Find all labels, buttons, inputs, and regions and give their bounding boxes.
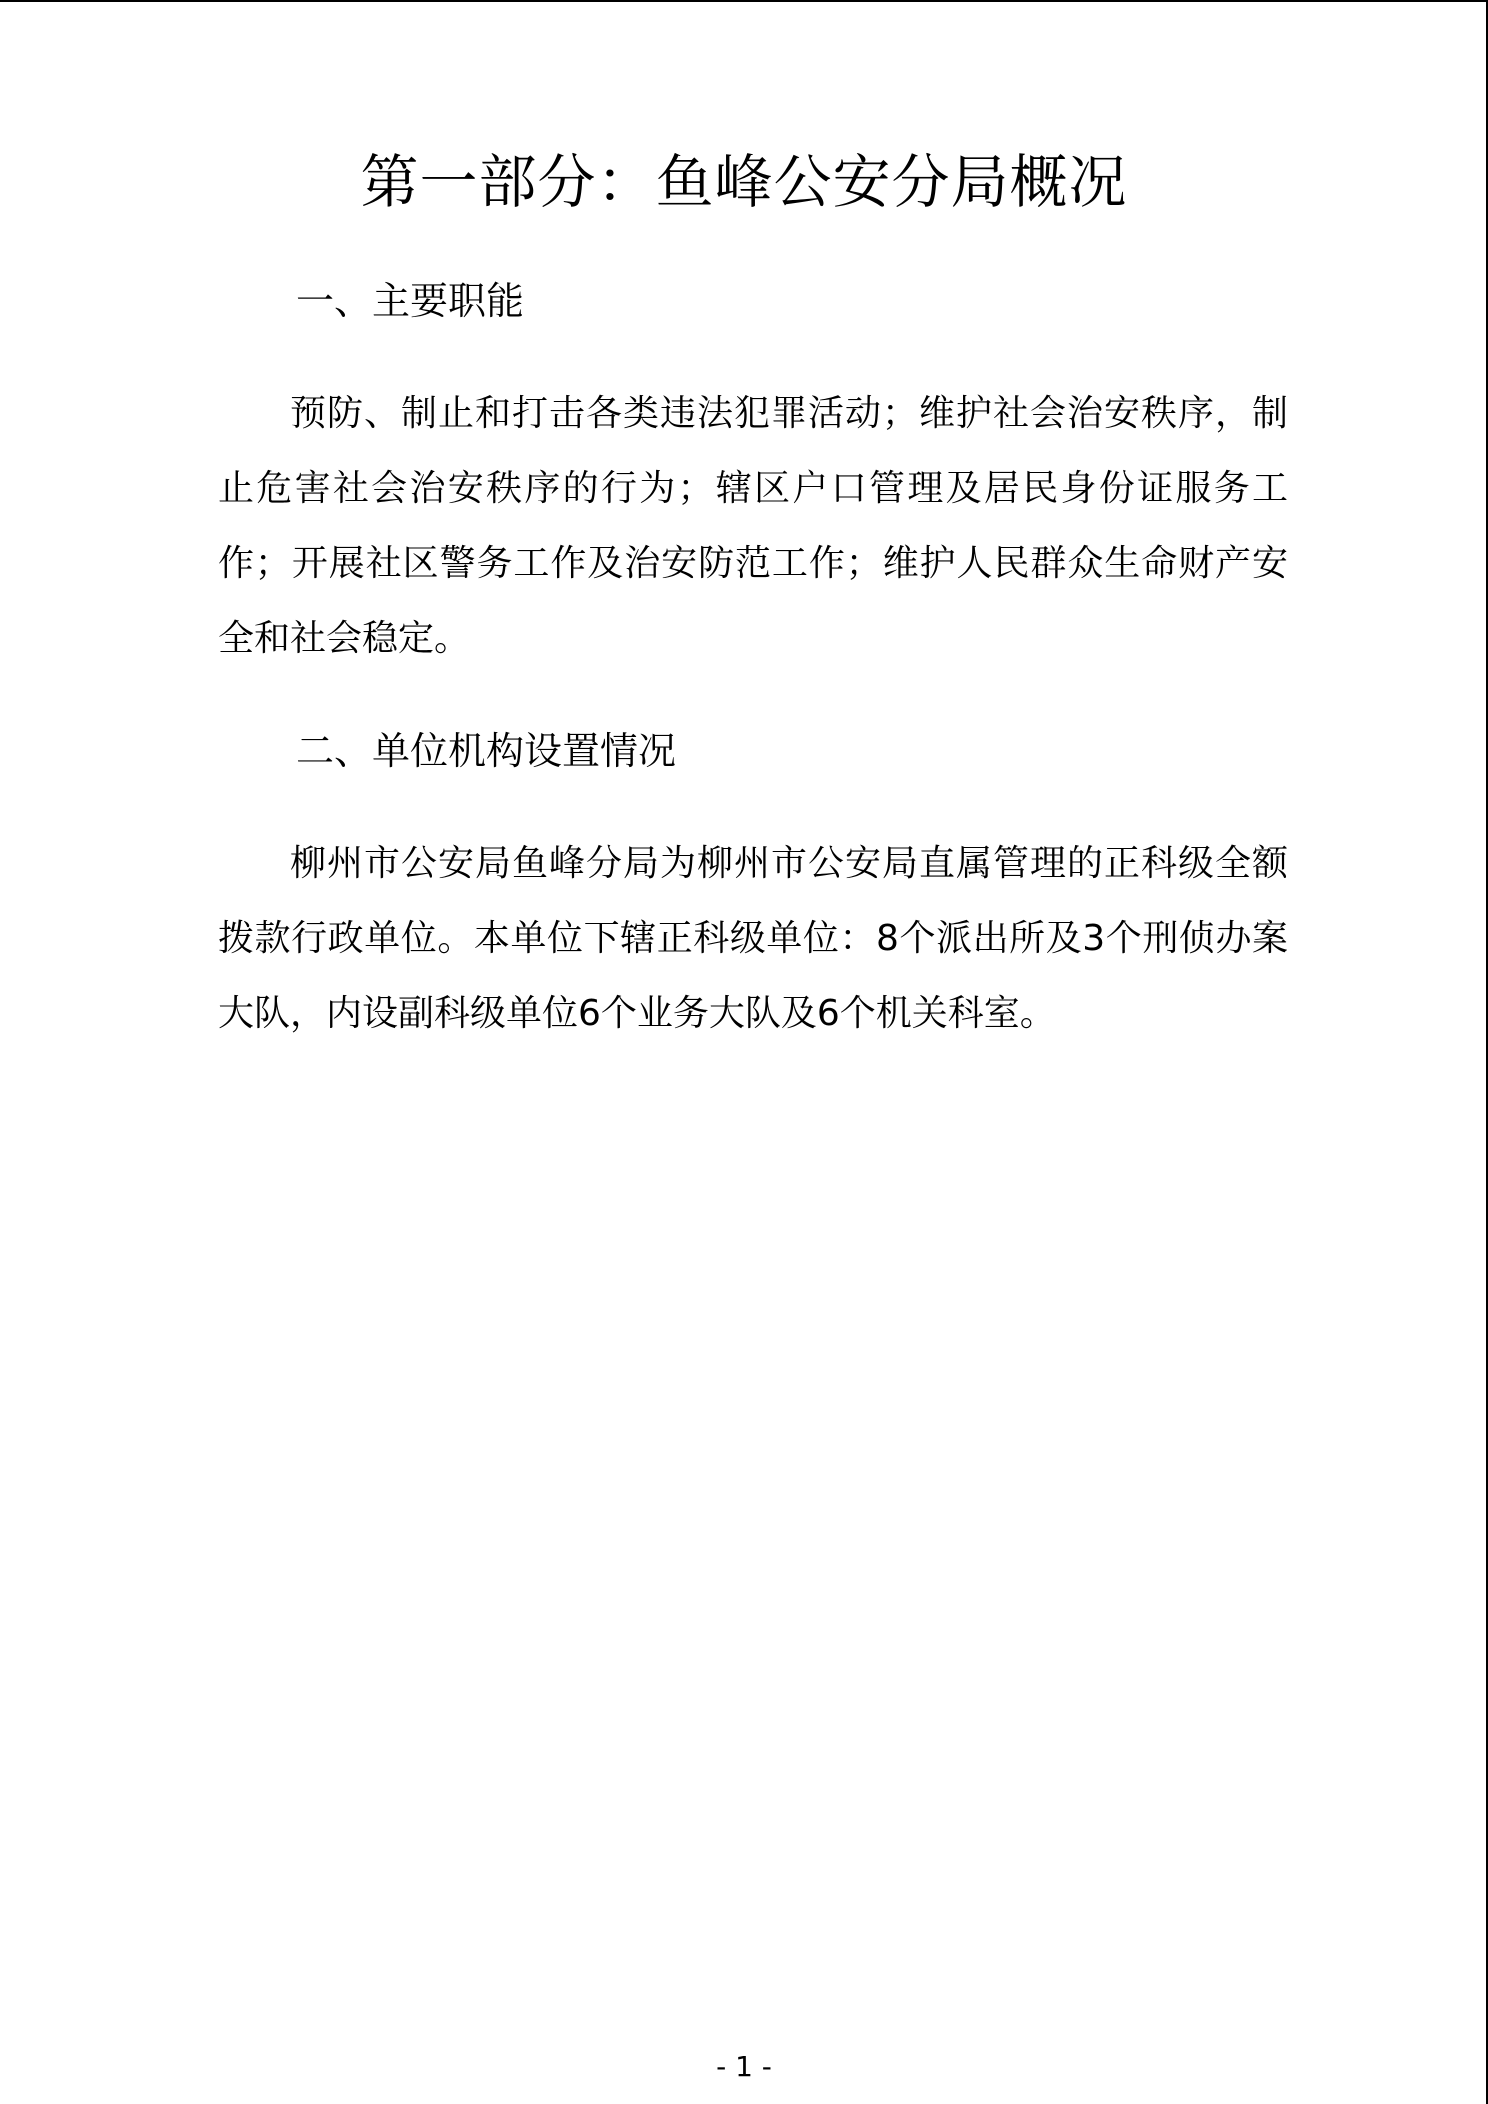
- section-paragraph-main-functions: 预防、制止和打击各类违法犯罪活动；维护社会治安秩序，制止危害社会治安秩序的行为；辖区户口管理及居民身份证服务工作；开展社区警务工作及治安防范工作；维护人民群众生命财产安全和社会稳定。: [218, 393, 1288, 659]
- page-number: - 1 -: [716, 2050, 772, 2083]
- document-title: 第一部分：鱼峰公安分局概况: [360, 148, 1128, 216]
- section-heading-organization: 二、单位机构设置情况: [296, 729, 677, 773]
- section-heading-main-functions: 一、主要职能: [296, 279, 525, 323]
- section-paragraph-organization: 柳州市公安局鱼峰分局为柳州市公安局直属管理的正科级全额拨款行政单位。本单位下辖正科级单位：8个派出所及3个刑侦办案大队，内设副科级单位6个业务大队及6个机关科室。: [218, 843, 1288, 1034]
